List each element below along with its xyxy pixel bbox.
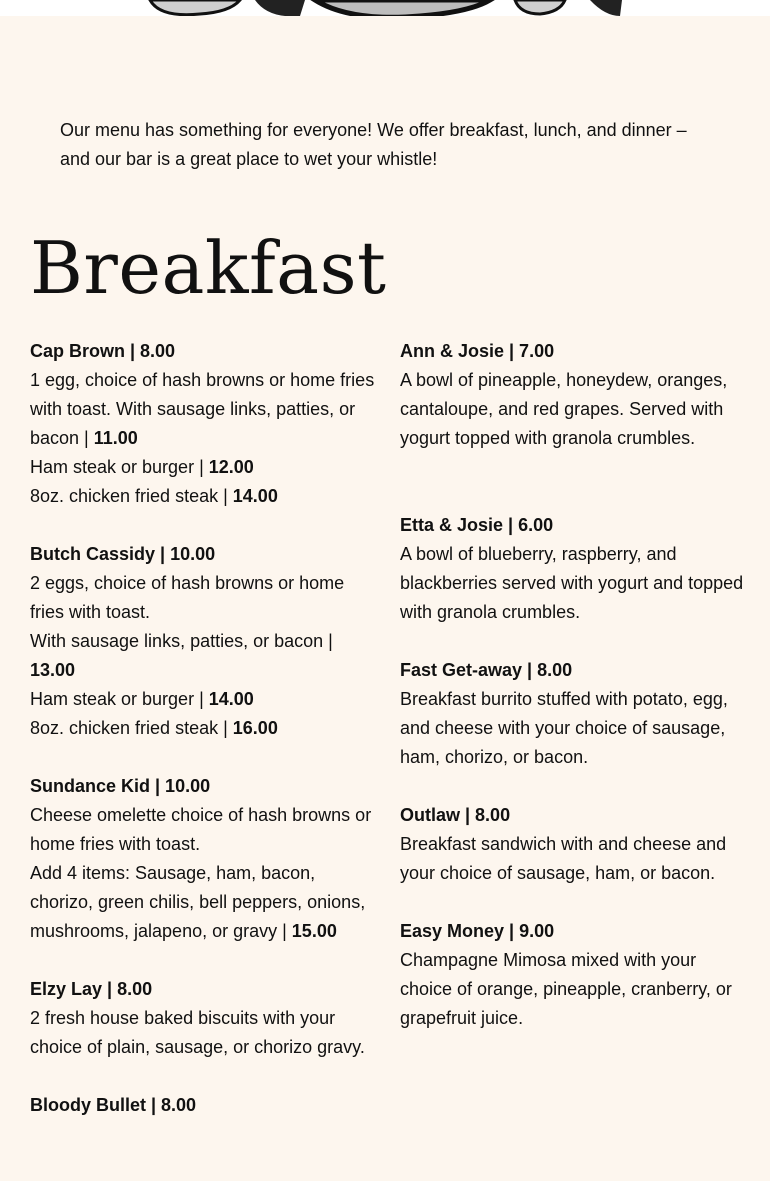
menu-item-fast-get-away (400, 656, 745, 772)
menu-item-desc: Champagne Mimosa mixed with your choice of orange, pineapple, cranberry, or grapefruit juice. (400, 950, 732, 1028)
line-text: 8oz. chicken fried steak | (30, 486, 233, 506)
menu-item-desc: Breakfast sandwich with and cheese and your choice of sausage, ham, or bacon. (400, 834, 727, 883)
menu-item-line (30, 801, 380, 859)
menu-item-sundance-kid (30, 772, 380, 946)
menu-item-line (30, 482, 380, 511)
menu-item-title: Easy Money | 9.00 (400, 921, 555, 941)
menu-item-ann-josie (400, 337, 745, 453)
menu-item-title: Ann & Josie | 7.00 (400, 341, 555, 361)
menu-item-outlaw (400, 801, 745, 888)
line-text: 8oz. chicken fried steak | (30, 718, 233, 738)
menu-item-title: Sundance Kid | 10.00 (30, 776, 211, 796)
line-text: Cheese omelette choice of hash browns or home fries with toast. (30, 805, 372, 854)
header-illustration-strip (0, 0, 770, 16)
line-price: 16.00 (232, 718, 278, 738)
menu-column-left (30, 337, 380, 1149)
menu-item-etta-josie (400, 511, 745, 627)
menu-item-title: Outlaw | 8.00 (400, 805, 511, 825)
menu-item-line (30, 453, 380, 482)
line-text: With sausage links, patties, or bacon | (30, 631, 333, 651)
line-price: 11.00 (93, 428, 138, 448)
cartoon-illustration-icon (0, 0, 770, 16)
menu-item-title: Fast Get-away | 8.00 (400, 660, 573, 680)
menu-item-line (30, 859, 380, 946)
spacer (400, 482, 745, 511)
menu-item-line (30, 714, 380, 743)
menu-item-title: Butch Cassidy | 10.00 (30, 544, 216, 564)
line-text: Add 4 items: Sausage, ham, bacon, chorizo, green chilis, bell peppers, onions, mushrooms, jalapeno, or gravy | (30, 863, 366, 941)
line-price: 15.00 (291, 921, 337, 941)
line-text: Ham steak or burger | (30, 689, 209, 709)
menu-item-title: Bloody Bullet | 8.00 (30, 1095, 197, 1115)
menu-item-line (30, 569, 380, 627)
menu-item-desc: Breakfast burrito stuffed with potato, egg, and cheese with your choice of sausage, ham, chorizo, or bacon. (400, 689, 728, 767)
line-price: 14.00 (208, 689, 254, 709)
menu-column-right (400, 337, 745, 1062)
section-title-breakfast: Breakfast (30, 226, 387, 310)
menu-item-elzy-lay (30, 975, 380, 1062)
menu-item-title: Etta & Josie | 6.00 (400, 515, 554, 535)
line-price: 14.00 (232, 486, 278, 506)
menu-item-desc: A bowl of pineapple, honeydew, oranges, cantaloupe, and red grapes. Served with yogurt topped with granola crumbles. (400, 370, 728, 448)
menu-item-bloody-bullet (30, 1091, 380, 1120)
menu-item-title: Cap Brown | 8.00 (30, 341, 176, 361)
menu-item-cap-brown (30, 337, 380, 511)
menu-item-line (30, 685, 380, 714)
menu-item-butch-cassidy (30, 540, 380, 743)
menu-item-desc: A bowl of blueberry, raspberry, and blackberries served with yogurt and topped with granola crumbles. (400, 544, 744, 622)
line-text: 2 eggs, choice of hash browns or home fries with toast. (30, 573, 345, 622)
line-text: 1 egg, choice of hash browns or home fries with toast. With sausage links, patties, or bacon | (30, 370, 375, 448)
menu-item-title: Elzy Lay | 8.00 (30, 979, 153, 999)
intro-text: Our menu has something for everyone! We offer breakfast, lunch, and dinner – and our bar is a great place to wet your whistle! (60, 120, 687, 169)
menu-item-line (30, 1004, 380, 1062)
line-text: 2 fresh house baked biscuits with your choice of plain, sausage, or chorizo gravy. (30, 1008, 365, 1057)
menu-item-easy-money (400, 917, 745, 1033)
menu-item-line (30, 366, 380, 453)
line-price: 13.00 (30, 660, 76, 680)
line-price: 12.00 (208, 457, 254, 477)
line-text: Ham steak or burger | (30, 457, 209, 477)
menu-item-line (30, 627, 380, 685)
